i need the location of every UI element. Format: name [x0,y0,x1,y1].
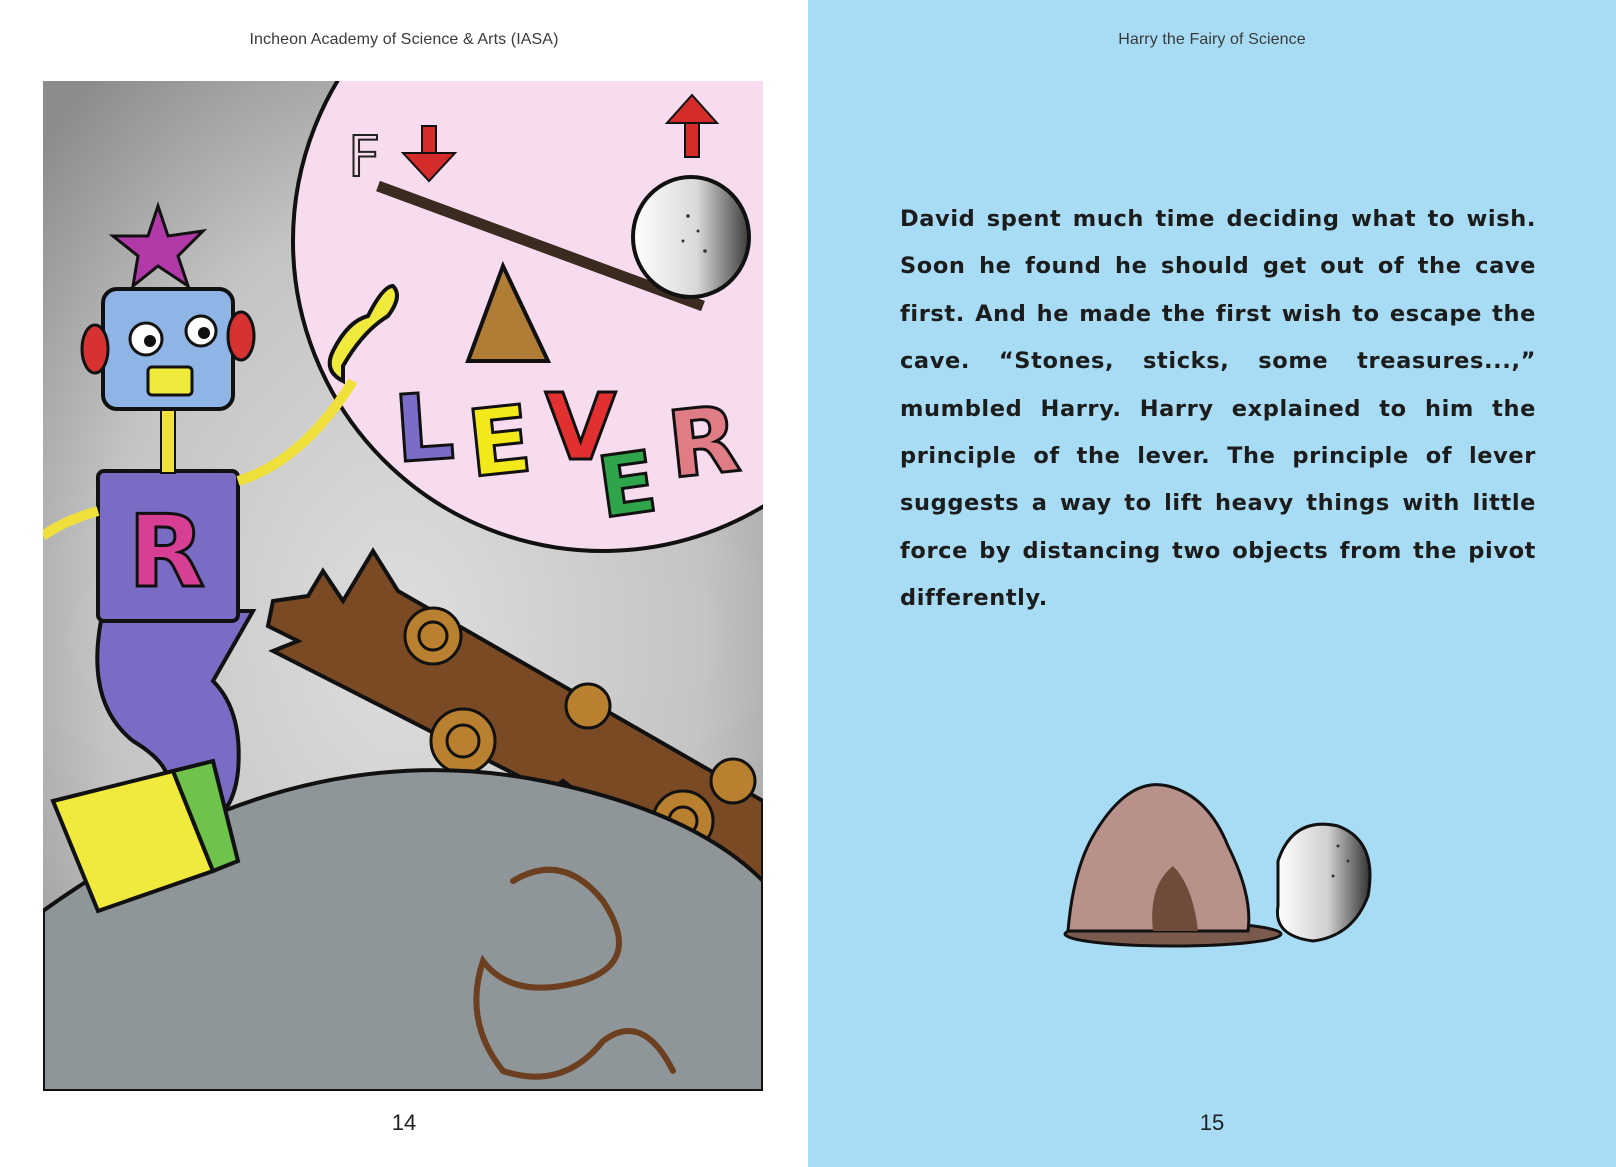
round-stone [1277,824,1370,941]
stone-on-lever [633,177,749,297]
cave [1065,785,1281,946]
lever-letter-v: V [545,374,617,481]
story-paragraph: David spent much time deciding what to wish. Soon he found he should get out of the cave first. And he made the first wish to escape the cave. “Stones, sticks, some treasures...,” mumbled Harry. Harry explained to him the principle of the lever. The principle of lever suggests a way to lift heavy things with little force by distancing two objects from the pivot differently. [900,206,1536,612]
lever-letter-l: L [391,372,458,484]
lever-letter-r: R [662,385,745,500]
right-page [808,0,1616,1167]
page-number-left: 14 [391,1110,417,1135]
force-label: F [348,125,381,190]
cave-and-stone-illustration [1048,776,1398,971]
lever-robot-illustration [43,81,763,1091]
running-head-right: Harry the Fairy of Science [1118,31,1306,48]
page-number-right: 15 [1199,1110,1225,1135]
running-head-left: Incheon Academy of Science & Arts (IASA) [249,31,559,48]
lever-letter-e1: E [462,385,537,499]
lever-letter-e2: E [591,432,663,538]
robot-chest-letter: R [128,493,206,610]
